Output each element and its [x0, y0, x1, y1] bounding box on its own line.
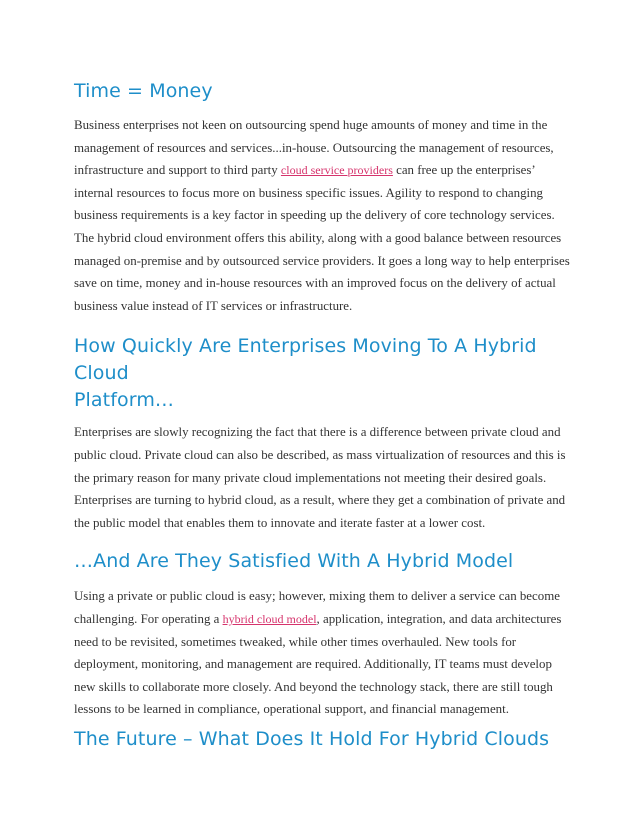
- paragraph-satisfied: [74, 585, 566, 721]
- paragraph-line: business requirements is a key factor in speeding up the delivery of core technology services.: [74, 208, 555, 223]
- paragraph-line: the primary reason for many private cloud implementations not meeting their desired goals.: [74, 470, 547, 485]
- paragraph-time-money: [74, 114, 570, 317]
- paragraph-line: [74, 159, 566, 182]
- paragraph-line: business value instead of IT services or infrastructure.: [74, 298, 353, 313]
- paragraph-line: management of resources and services...in-house. Outsourcing the management of resources,: [74, 140, 554, 155]
- section-heading-how-quickly: [74, 333, 566, 414]
- paragraph-line: need to be revisited, sometimes tweaked, while other times overhauled. New tools for: [74, 634, 517, 649]
- paragraph-line: new skills to collaborate more closely. And beyond the technology stack, there are still tough: [74, 679, 553, 694]
- paragraph-line: public cloud. Private cloud can also be described, as mass virtualization of resources and this is: [74, 447, 566, 462]
- paragraph-line: save on time, money and in-house resources with an improved focus on the delivery of actual: [74, 276, 556, 291]
- section-heading-time-money: Time = Money: [74, 80, 213, 102]
- text-fragment: infrastructure and support to third party: [74, 163, 281, 178]
- paragraph-line: managed on-premise and by outsourced service providers. It goes a long way to help enterprises: [74, 253, 570, 268]
- text-fragment: challenging. For operating a: [74, 611, 223, 626]
- heading-line: How Quickly Are Enterprises Moving To A Hybrid Cloud: [74, 335, 537, 385]
- article-body: [74, 78, 570, 753]
- paragraph-how-quickly: [74, 421, 566, 534]
- paragraph-line: Business enterprises not keen on outsourcing spend huge amounts of money and time in the: [74, 118, 548, 132]
- text-fragment: , application, integration, and data architectures: [316, 611, 562, 626]
- paragraph-line: [74, 608, 566, 631]
- paragraph-line: Enterprises are slowly recognizing the fact that there is a difference between private cloud and: [74, 425, 561, 440]
- section-heading-future: The Future – What Does It Hold For Hybrid Clouds: [74, 727, 550, 750]
- hybrid-cloud-model-link[interactable]: hybrid cloud model: [222, 611, 317, 626]
- paragraph-line: internal resources to focus more on business specific issues. Agility to respond to changing: [74, 185, 543, 200]
- paragraph-line: Using a private or public cloud is easy; however, mixing them to deliver a service can become: [74, 589, 560, 604]
- paragraph-line: the public model that enables them to innovate and iterate faster at a lower cost.: [74, 515, 486, 530]
- text-fragment: can free up the enterprises’: [392, 163, 536, 178]
- paragraph-line: lessons to be learned in compliance, operational support, and financial management.: [74, 702, 509, 717]
- section-heading-satisfied: …And Are They Satisfied With A Hybrid Model: [74, 550, 514, 573]
- heading-line: Platform…: [74, 389, 175, 412]
- paragraph-line: Enterprises are turning to hybrid cloud, as a result, where they get a combination of private and: [74, 493, 566, 508]
- paragraph-line: The hybrid cloud environment offers this ability, along with a good balance between resources: [74, 230, 562, 245]
- paragraph-line: deployment, monitoring, and management are required. Additionally, IT teams must develop: [74, 657, 552, 672]
- cloud-service-providers-link[interactable]: cloud service providers: [280, 163, 393, 178]
